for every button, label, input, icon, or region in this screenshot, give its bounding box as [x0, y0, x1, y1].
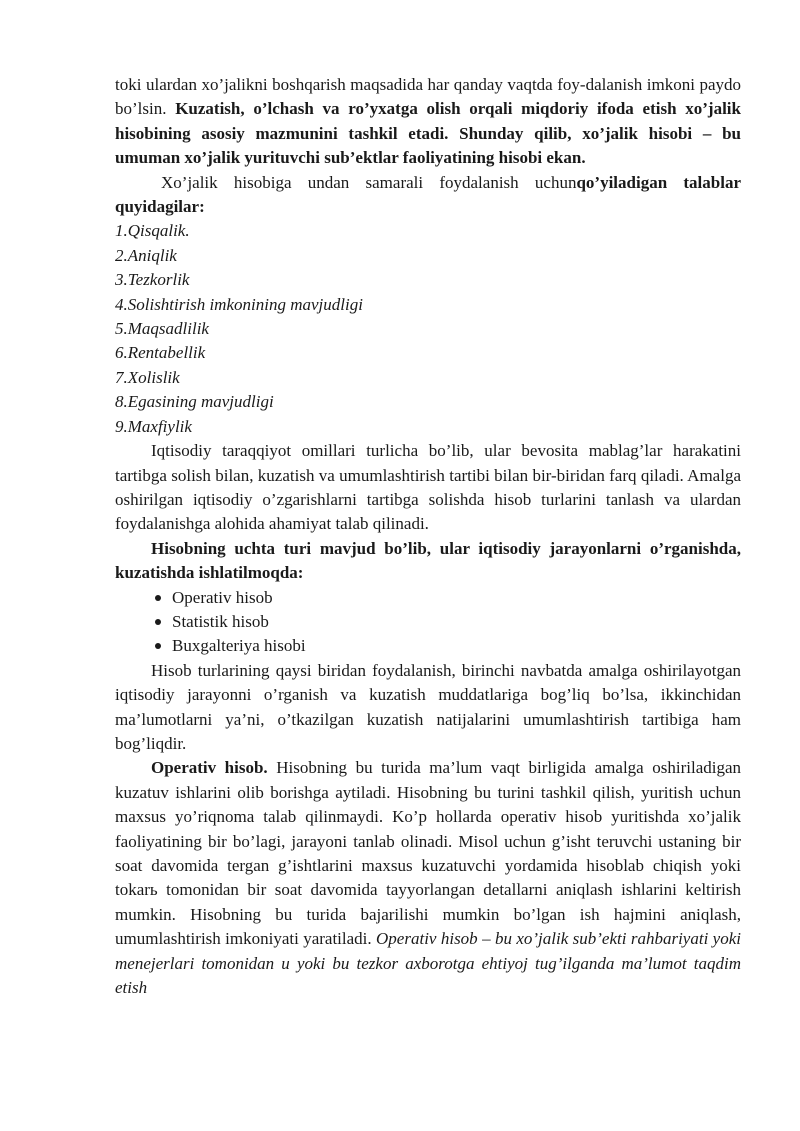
- paragraph-requirements-intro: [115, 171, 741, 220]
- paragraph-choice-of-types: Hisob turlarining qaysi biridan foydalanish, birinchi navbatda amalga oshirilayotgan iqtisodiy jarayonni o’rganish va kuzatish muddatlariga bog’liq bo’lsa, ikkinchidan ma’lumotlarni ya’ni, o’tkazilgan kuzatish natijalarini umumlashtirish tartibiga ham bog’liqdir.: [115, 660, 741, 753]
- paragraph-economic-factors: Iqtisodiy taraqqiyot omillari turlicha bo’lib, ular bevosita mablag’lar harakatini tartibga solish bilan, kuzatish va umumlashtirish tartibi bilan bir-biridan farq qiladi. Amalga oshirilgan iqtisodiy o’zgarishlarni tartibga solishda hisob turlarini tanlash va ulardan foydalanishga alohida ahamiyat talab qilinadi.: [115, 441, 741, 534]
- requirement-item: 7.Xolislik: [115, 367, 180, 387]
- requirements-list: [115, 219, 741, 439]
- bullet-icon: [155, 619, 161, 625]
- accounting-type-item: [155, 610, 741, 634]
- accounting-type-label: Statistik hisob: [172, 611, 269, 631]
- operative-accounting-definition: Operativ hisob – bu xo’jalik sub’ekti rahbariyati yoki menejerlari tomonidan u yoki bu tezkor axborotga ehtiyoj tug’ilganda ma’lumot taqdim etish: [115, 929, 741, 998]
- accounting-types-list: [115, 586, 741, 659]
- bullet-icon: [155, 595, 161, 601]
- paragraph-intro-text: toki ulardan xo’jalikni boshqarish maqsadida har qanday vaqtda foy-dalanish imkoni paydo bo’lsin.: [115, 75, 741, 119]
- accounting-type-label: Buxgalteriya hisobi: [172, 636, 306, 656]
- paragraph-intro: [115, 73, 741, 171]
- requirement-item: 8.Egasining mavjudligi: [115, 392, 274, 412]
- requirement-item: 4.Solishtirish imkonining mavjudligi: [115, 294, 363, 314]
- accounting-type-item: [155, 586, 741, 610]
- operative-accounting-text: Hisobning bu turida ma’lum vaqt birligida amalga oshiriladigan kuzatuv ishlarini olib borishga aytiladi. Hisobning bu turini tashkil qilish, yuritish uchun maxsus yo’riqnoma talab qilinmaydi. Ko’p hollarda operativ hisob yuritishda xo’jalik faoliyatining bir bo’lagi, jarayoni tanlab olinadi. Misol uchun g’isht teruvchi ustaning bir soat davomida tergan g’ishtlarini maxsus kuzatuvchi yordamida hisoblab chiqish yoki tokarь tomonidan bir soat davomida tayyorlangan detallarni aniqlash ishlarini keltirish mumkin. Hisobning bu turida bajarilishi mumkin bo’lgan ish hajmini aniqlash, umumlashtirish imkoniyati yaratiladi.: [115, 758, 742, 949]
- requirements-intro-text: Xo’jalik hisobiga undan samarali foydalanish uchun: [161, 172, 577, 192]
- bullet-icon: [155, 643, 161, 649]
- operative-accounting-heading: Operativ hisob.: [151, 758, 268, 778]
- requirement-item: 5.Maqsadlilik: [115, 319, 209, 339]
- accounting-type-label: Operativ hisob: [172, 587, 273, 607]
- paragraph-accounting-types-intro: [115, 537, 741, 586]
- requirement-item: 9.Maxfiylik: [115, 416, 192, 436]
- requirement-item: 2.Aniqlik: [115, 245, 177, 265]
- paragraph-operative-accounting: [115, 756, 741, 1000]
- paragraph-intro-bold: Kuzatish, o’lchash va ro’yxatga olish orqali miqdoriy ifoda etish xo’jalik hisobining asosiy mazmunini tashkil etadi. Shunday qilib, xo’jalik hisobi – bu umuman xo’jalik yurituvchi sub’ektlar faoliyatining hisobi ekan.: [115, 99, 741, 168]
- accounting-type-item: [155, 634, 741, 658]
- requirement-item: 1.Qisqalik.: [115, 221, 190, 241]
- requirement-item: 6.Rentabellik: [115, 343, 206, 363]
- document-page: [115, 73, 741, 1000]
- accounting-types-intro-bold: Hisobning uchta turi mavjud bo’lib, ular iqtisodiy jarayonlarni o’rganishda, kuzatishda ishlatilmoqda:: [115, 538, 741, 583]
- requirement-item: 3.Tezkorlik: [115, 270, 190, 290]
- requirements-intro-bold: qo’yiladigan talablar quyidagilar:: [115, 172, 741, 217]
